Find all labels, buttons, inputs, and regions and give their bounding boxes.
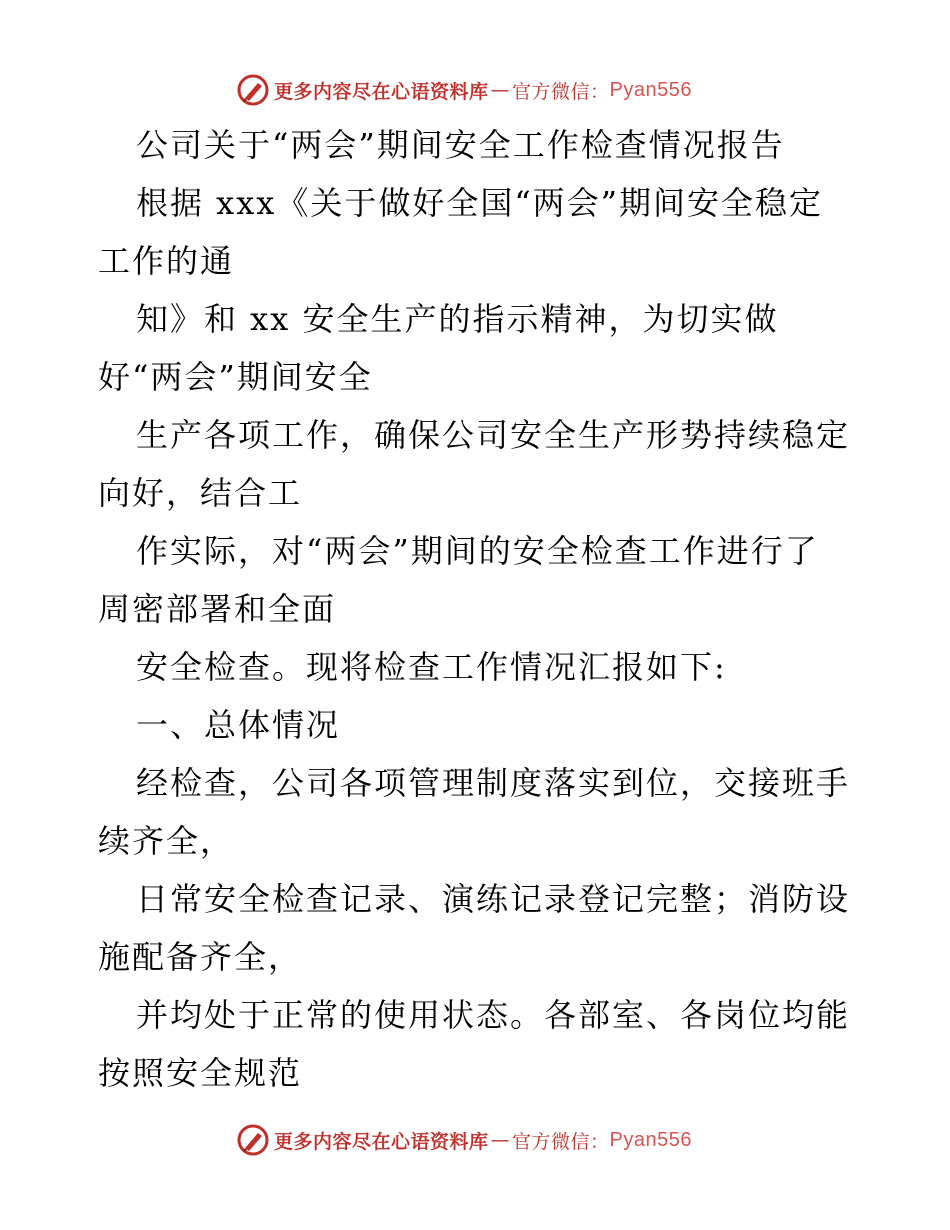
document-body xyxy=(98,116,858,1102)
watermark-wechat-label: 官方微信： xyxy=(512,1130,610,1153)
text-line: 经检查，公司各项管理制度落实到位，交接班手 xyxy=(136,764,851,802)
watermark-header xyxy=(236,72,756,108)
text-line: 根据 xxx《关于做好全国“两会”期间安全稳定 xyxy=(136,184,824,222)
watermark-brand: 更多内容尽在心语资料库 xyxy=(274,80,489,103)
pen-logo-icon xyxy=(236,1123,270,1157)
watermark-footer xyxy=(236,1122,756,1158)
text-line: 工作的通 xyxy=(98,242,235,280)
text-line: 好“两会”期间安全 xyxy=(98,358,373,396)
watermark-brand: 更多内容尽在心语资料库 xyxy=(274,1130,489,1153)
text-line: 周密部署和全面 xyxy=(98,590,337,628)
section-heading: 一、总体情况 xyxy=(136,706,341,744)
text-line: 续齐全， xyxy=(98,822,235,860)
text-line: 施配备齐全， xyxy=(98,938,303,976)
text-line: 日常安全检查记录、演练记录登记完整；消防设 xyxy=(136,880,851,918)
text-line: 知》和 xx 安全生产的指示精神，为切实做 xyxy=(136,300,779,338)
text-line: 按照安全规范 xyxy=(98,1054,303,1092)
text-line: 作实际，对“两会”期间的安全检查工作进行了 xyxy=(136,532,819,570)
pen-logo-icon xyxy=(236,73,270,107)
watermark-dash: — xyxy=(490,79,511,101)
watermark-wechat-id: Pyan556 xyxy=(609,1128,692,1151)
text-line: 安全检查。现将检查工作情况汇报如下: xyxy=(136,648,727,686)
text-line: 向好，结合工 xyxy=(98,474,303,512)
text-line: 并均处于正常的使用状态。各部室、各岗位均能 xyxy=(136,996,851,1034)
document-title: 公司关于“两会”期间安全工作检查情况报告 xyxy=(136,126,785,164)
watermark-wechat-label: 官方微信： xyxy=(512,80,610,103)
watermark-wechat-id: Pyan556 xyxy=(609,78,692,101)
text-line: 生产各项工作，确保公司安全生产形势持续稳定 xyxy=(136,416,851,454)
watermark-dash: — xyxy=(490,1129,511,1151)
